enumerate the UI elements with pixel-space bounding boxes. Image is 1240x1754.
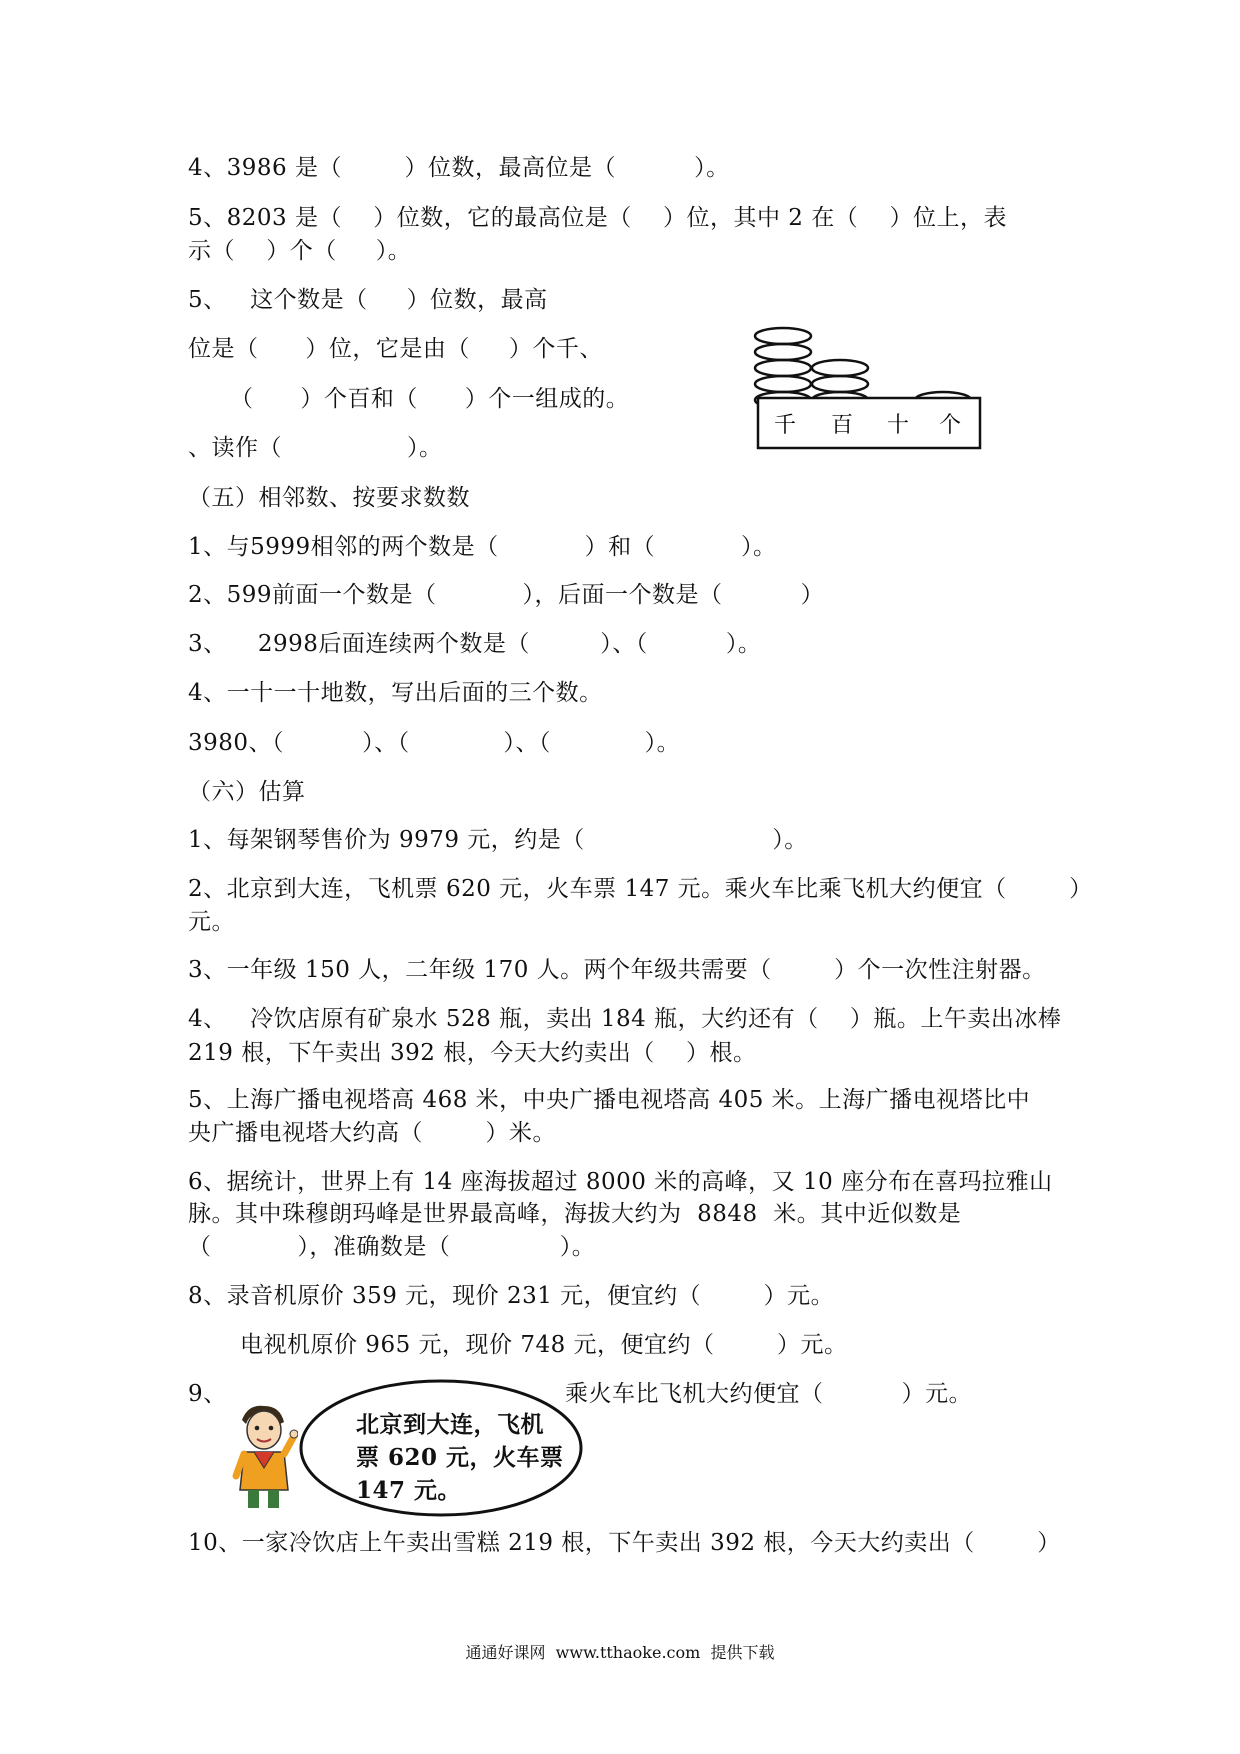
question-5b-line-3: （ ）个百和（ ）个一组成的。 [230,386,630,412]
section-6-q6-line-2: 脉。其中珠穆朗玛峰是世界最高峰，海拔大约为 8848 米。其中近似数是 [188,1201,962,1227]
section-6-q6-line-3: （ ），准确数是（ ）。 [188,1234,596,1260]
speech-bubble-line-2: 票 620 元，火车票 [356,1444,564,1471]
abacus-label-ones: 个 [938,413,962,438]
speech-bubble-line-3: 147 元。 [356,1477,462,1504]
abacus-beads [755,328,971,408]
section-6-q6-line-1: 6、据统计，世界上有 14 座海拔超过 8000 米的高峰，又 10 座分布在喜玛拉雅山 [188,1169,1053,1195]
section-6-q4-line-1: 4、 冷饮店原有矿泉水 528 瓶，卖出 184 瓶，大约还有（ ）瓶。上午卖出冰棒 [188,1006,1062,1032]
section-5-q4: 4、一十一十地数，写出后面的三个数。 [188,680,603,706]
section-6-q5-line-1: 5、上海广播电视塔高 468 米，中央广播电视塔高 405 米。上海广播电视塔比中 [188,1087,1031,1113]
section-6-q1: 1、每架钢琴售价为 9979 元，约是（ ）。 [188,827,808,853]
section-6-q10: 10、一家冷饮店上午卖出雪糕 219 根，下午卖出 392 根，今天大约卖出（ ） [188,1530,1061,1556]
section-5-q2: 2、599前面一个数是（ ），后面一个数是（ ） [188,582,825,608]
section-6-heading: （六）估算 [188,779,306,805]
abacus-figure [750,320,990,460]
question-5b-line-2: 位是（ ）位，它是由（ ）个千、 [188,336,603,362]
section-6-q8-line-1: 8、录音机原价 359 元，现价 231 元，便宜约（ ）元。 [188,1283,835,1309]
question-5-line-1: 5、8203 是（ ）位数，它的最高位是（ ）位，其中 2 在（ ）位上，表 [188,205,1007,231]
abacus-label-tens: 十 [886,413,910,438]
section-6-q4-line-2: 219 根，下午卖出 392 根，今天大约卖出（ ）根。 [188,1040,757,1066]
section-6-q3: 3、一年级 150 人，二年级 170 人。两个年级共需要（ ）个一次性注射器。 [188,957,1046,983]
section-5-heading: （五）相邻数、按要求数数 [188,485,470,511]
question-4-digits: 4、3986 是（ ）位数，最高位是（ ）。 [188,155,730,181]
page-footer: 通通好课网 www.tthaoke.com 提供下载 [465,1643,775,1662]
question-5b-line-4: 、读作（ ）。 [188,435,443,461]
section-6-q8-line-2: 电视机原价 965 元，现价 748 元，便宜约（ ）元。 [240,1332,848,1358]
section-5-q1: 1、与5999相邻的两个数是（ ）和（ ）。 [188,534,777,560]
section-6-q9-text: 乘火车比飞机大约便宜（ ）元。 [565,1381,973,1407]
section-6-q2-line-1: 2、北京到大连，飞机票 620 元，火车票 147 元。乘火车比乘飞机大约便宜（ ） [188,876,1093,902]
speech-bubble-line-1: 北京到大连，飞机 [356,1411,544,1438]
section-5-q4-answer-line: 3980、（ ）、（ ）、（ ）。 [188,730,681,756]
abacus-label-thousands: 千 [773,413,797,438]
section-5-q3: 3、 2998后面连续两个数是（ ）、（ ）。 [188,631,762,657]
boy-illustration [228,1402,298,1512]
question-5b-line-1: 5、 这个数是（ ）位数，最高 [188,287,548,313]
section-6-q2-line-2: 元。 [188,909,235,935]
abacus-label-hundreds: 百 [830,413,854,438]
section-6-q9-number: 9、 [188,1381,227,1407]
question-5-line-2: 示（ ）个（ ）。 [188,238,412,264]
section-6-q5-line-2: 央广播电视塔大约高（ ）米。 [188,1120,556,1146]
